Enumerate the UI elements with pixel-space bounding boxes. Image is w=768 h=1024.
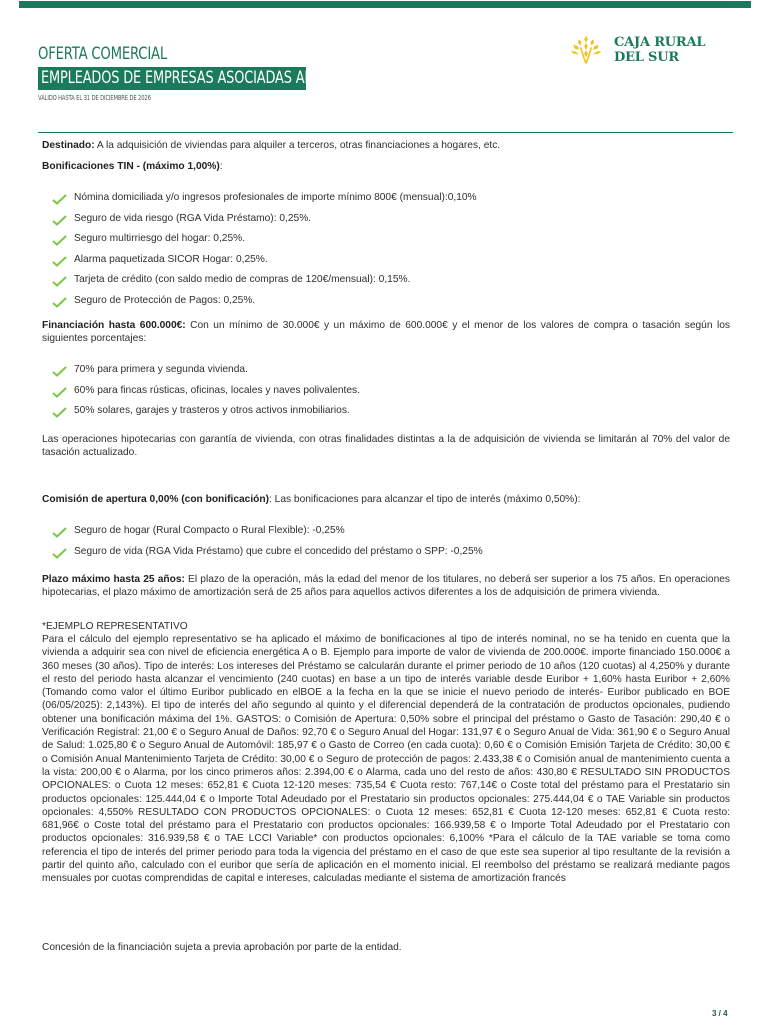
ejemplo-paragraph: Para el cálculo del ejemplo representativo se ha aplicado el máximo de bonificaciones al tipo de interés nominal, no se ha tenido en cuenta que la vivienda a adquirir sea con nivel de eficiencia energética A o B. Ejemplo para importe de valor de vivienda de 200.000€. importe financiado 150.000€ a 360 meses (30 años). Tipo de interés: Los intereses del Préstamo se calcularán durante el primer periodo de 10 años (120 cuotas) al 4,250% y durante el resto del periodo hasta alcanzar el vencimiento (240 cuotas) en base a un tipo de interés variable desde Euribor + 1,60% hasta Euribor + 2,60% (Tomando como valor el último Euribor publicado en elBOE a la fecha en la que se inicie el nuevo periodo de interés- Euribor publicado en BOE (06/05/2025): 2,143%). El tipo de interés del año segundo al quinto y el diferencial dependerá de la contratación de productos opcionales, pudiendo obtener una bonificación máxima del 1%. GASTOS: o Comisión de Apertura: 0,50% sobre el principal del préstamo o Gasto de Tasación: 290,40 € o Verificación Registral: 21,00 € o Seguro Anual de Daños: 92,70 € o Seguro Anual del Hogar: 131,97 € o Seguro Anual de Vida: 361,90 € o Seguro Anual de Salud: 1.025,80 € o Seguro Anual de Automóvil: 185,97 € o Gasto de Correo (en cada cuota): 0,60 € o Comisión Emisión Tarjeta de Crédito: 30,00 € o Comisión Anual Mantenimiento Tarjeta de Crédito: 30,00 € o Seguro de protección de pagos: 2.433,38 € o Comisión anual de mantenimiento cuenta a la vista: 200,00 € o Alarma, por los cinco primeros años: 2.394,00 € o Alarma, cada uno del resto de años: 430,80 € RESULTADO SIN PRODUCTOS OPCIONALES: o Cuota 12 meses: 652,81 € Cuota 12-120 meses: 735,54 € Cuota resto: 767,14€ o Coste total del préstamo para el Prestatario sin productos opcionales: 125.444,04 € o Importe Total Adeudado por el Prestatario sin productos opcionales: 275.444,04 € o TAE Variable sin productos opcionales: 4,550% RESULTADO CON PRODUCTOS OPCIONALES: o Cuota 12 meses: 652,81 € Cuota 12-120 meses: 652,81 € Cuota resto: 681,96€ o Coste total del préstamo para el Prestatario con productos opcionales: 166.939,58 € o Importe Total Adeudado por el Prestatario con productos opcionales: 316.939,58 € o TAE LCCI Variable* con productos opcionales: 6,100% *Para el cálculo de la TAE variable se toma como referencia el tipo de interés del primer periodo para toda la vigencia del préstamo en el caso de que este sea superior al tipo resultante de la revisión a partir del quinto año, calculado con el euribor que sería de aplicación en el momento inicial. El reembolso del préstamo se realizará mediante pagos mensuales por cuotas comprendidas de capital e intereses, calculadas mediante el sistema de amortización francés — [42, 634, 730, 885]
offer-subtitle-banner — [38, 67, 388, 90]
list-item — [52, 363, 360, 384]
list-item — [52, 404, 360, 425]
comision-text: : Las bonificaciones para alcanzar el tipo de interés (máximo 0,50%): — [269, 494, 581, 505]
bonificaciones-heading — [42, 160, 223, 173]
list-item-text: Seguro de hogar (Rural Compacto o Rural Flexible): -0,25% — [74, 525, 345, 536]
list-item-text: Nómina domiciliada y/o ingresos profesionales de importe mínimo 800€ (mensual):0,10% — [74, 192, 477, 203]
top-accent-bar — [19, 1, 751, 8]
list-item-text: Tarjeta de crédito (con saldo medio de compras de 120€/mensual): 0,15%. — [74, 274, 411, 285]
destinado-text: A la adquisición de viviendas para alquiler a terceros, otras financiaciones a hogares, etc. — [94, 140, 501, 151]
destinado-label: Destinado: — [42, 140, 95, 151]
comision-label: Comisión de apertura 0,00% (con bonificación) — [42, 494, 269, 505]
page-number: 3 / 4 — [712, 1009, 728, 1018]
bonificaciones-title-colon: : — [219, 161, 223, 172]
logo-text — [614, 35, 705, 65]
list-item — [52, 232, 477, 253]
bonificaciones-list — [52, 191, 477, 314]
plazo-label: Plazo máximo hasta 25 años: — [42, 574, 185, 585]
destinado-paragraph — [42, 139, 730, 152]
check-icon — [52, 297, 67, 308]
list-item — [52, 524, 483, 545]
logo-line-2: DEL SUR — [614, 50, 679, 65]
concesion-note: Concesión de la financiación sujeta a previa aprobación por parte de la entidad. — [42, 942, 402, 953]
list-item — [52, 253, 477, 274]
check-icon — [52, 366, 67, 377]
list-item — [52, 212, 477, 233]
check-icon — [52, 276, 67, 287]
comision-paragraph — [42, 493, 730, 506]
list-item — [52, 273, 477, 294]
operaciones-paragraph: Las operaciones hipotecarias con garantía de vivienda, con otras finalidades distintas a la de adquisición de vivienda se limitarán al 70% del valor de tasación actualizado. — [42, 434, 730, 459]
check-icon — [52, 215, 67, 226]
offer-header — [38, 44, 388, 102]
financiacion-paragraph — [42, 319, 730, 346]
list-item — [52, 545, 483, 566]
list-item-text: Seguro multirriesgo del hogar: 0,25%. — [74, 233, 246, 244]
list-item-text: Seguro de vida (RGA Vida Préstamo) que cubre el concedido del préstamo o SPP: -0,25% — [74, 545, 483, 557]
offer-subtitle: EMPLEADOS DE EMPRESAS ASOCIADAS AIQBE HUELVA — [41, 68, 388, 88]
validity-note: VÁLIDO HASTA EL 31 DE DICIEMBRE DE 2026 — [38, 94, 151, 102]
check-icon — [52, 194, 67, 205]
list-item-text: Seguro de Protección de Pagos: 0,25%. — [74, 294, 256, 306]
ejemplo-title: *EJEMPLO REPRESENTATIVO — [42, 621, 188, 632]
financiacion-text: Con un mínimo de 30.000€ y un máximo de 600.000€ y el menor de los valores de compra o tasación según los siguientes porcentajes: — [42, 320, 730, 345]
check-icon — [52, 407, 67, 418]
check-icon — [52, 387, 67, 398]
list-item-text: Seguro de vida riesgo (RGA Vida Préstamo): 0,25%. — [74, 212, 312, 224]
logo-line-1: CAJA RURAL — [614, 35, 706, 50]
list-item-text: Alarma paquetizada SICOR Hogar: 0,25%. — [74, 253, 268, 265]
financiacion-label: Financiación hasta 600.000€: — [42, 320, 186, 331]
list-item-text: 60% para fincas rústicas, oficinas, locales y naves polivalentes. — [74, 384, 360, 396]
check-icon — [52, 548, 67, 559]
plazo-text: El plazo de la operación, más la edad del menor de los titulares, no deberá ser superior a los 75 años. En operaciones hipotecarias, el plazo máximo de amortización será de 25 años para aquellos activos diferentes a los de adquisición de primera vivienda. — [42, 574, 731, 599]
wheat-icon — [568, 32, 604, 68]
bonificaciones-title: Bonificaciones TIN - (máximo 1,00%) — [42, 161, 220, 172]
comision-list — [52, 524, 483, 565]
list-item-text: 70% para primera y segunda vivienda. — [74, 364, 248, 375]
list-item — [52, 191, 477, 212]
list-item-text: 50% solares, garajes y trasteros y otros activos inmobiliarios. — [74, 405, 350, 416]
header-divider — [38, 132, 733, 133]
check-icon — [52, 256, 67, 267]
list-item — [52, 294, 477, 315]
porcentajes-list — [52, 363, 360, 425]
check-icon — [52, 527, 67, 538]
offer-title: OFERTA COMERCIAL — [38, 44, 168, 64]
caja-rural-del-sur-logo — [568, 32, 705, 68]
check-icon — [52, 235, 67, 246]
plazo-paragraph — [42, 573, 730, 600]
list-item — [52, 384, 360, 405]
